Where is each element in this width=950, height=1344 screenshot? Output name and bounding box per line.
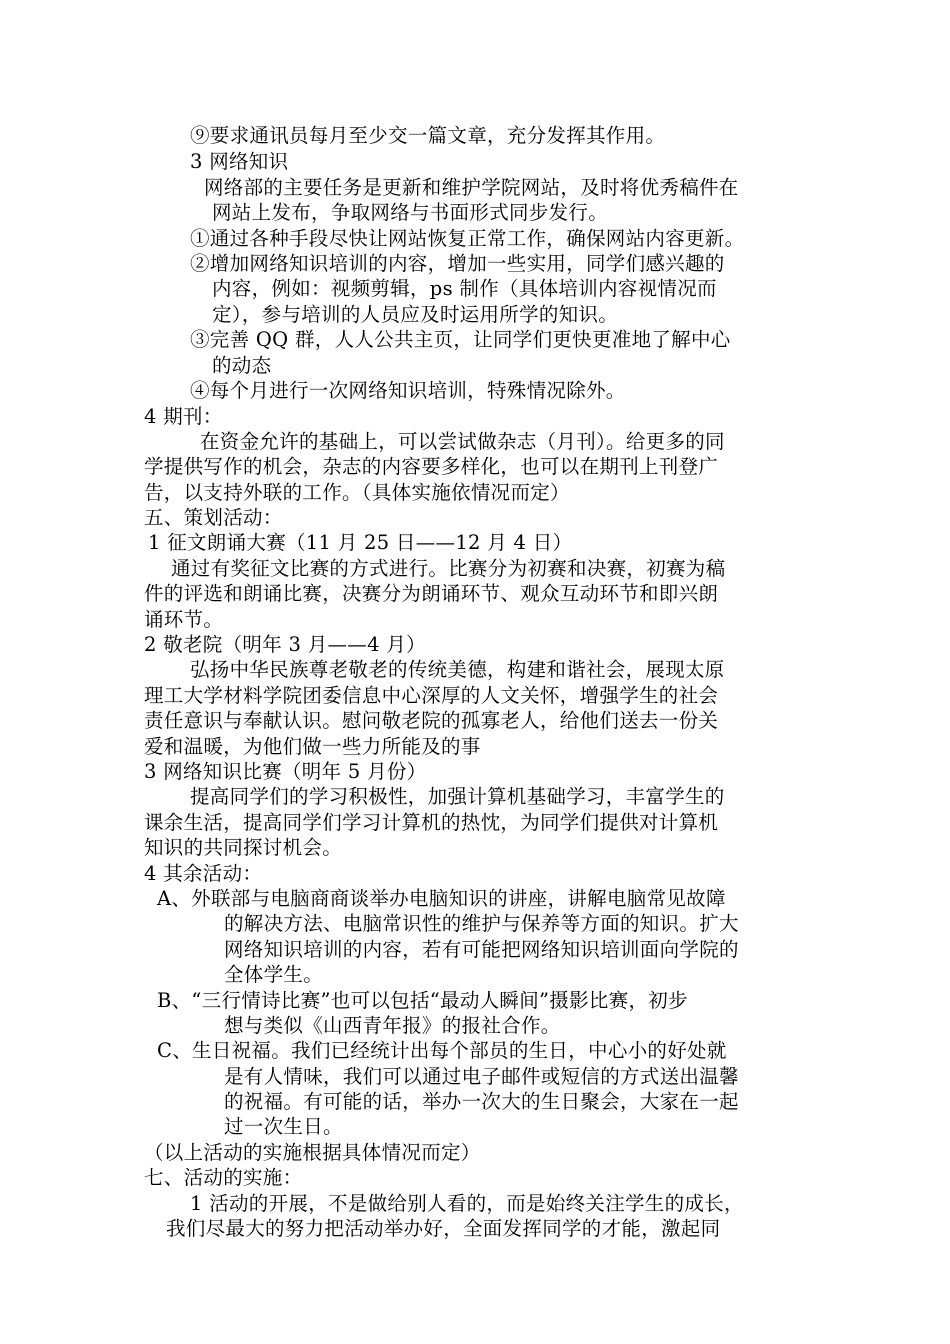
text-line: 通过有奖征文比赛的方式进行。比赛分为初赛和决赛，初赛为稿 xyxy=(171,557,726,580)
text-line: 爱和温暖，为他们做一些力所能及的事 xyxy=(144,735,481,758)
section-heading: 1 征文朗诵大赛（11 月 25 日——12 月 4 日） xyxy=(148,531,573,554)
text-line: 的祝福。有可能的话，举办一次大的生日聚会，大家在一起 xyxy=(224,1090,739,1113)
text-line: 网站上发布，争取网络与书面形式同步发行。 xyxy=(212,201,609,224)
section-heading: 2 敬老院（明年 3 月——4 月） xyxy=(144,633,426,656)
text-line: 课余生活，提高同学们学习计算机的热忱，为同学们提供对计算机 xyxy=(144,811,719,834)
text-line: ⑨要求通讯员每月至少交一篇文章，充分发挥其作用。 xyxy=(190,124,666,147)
list-item: ④每个月进行一次网络知识培训，特殊情况除外。 xyxy=(190,379,626,402)
section-heading: 五、策划活动： xyxy=(144,506,283,529)
section-heading: 4 其余活动： xyxy=(144,862,263,885)
text-line: 学提供写作的机会，杂志的内容要多样化，也可以在期刊上刊登广 xyxy=(144,455,719,478)
text-line: 内容，例如：视频剪辑，ps 制作（具体培训内容视情况而 xyxy=(212,277,717,300)
list-item: A、外联部与电脑商商谈举办电脑知识的讲座，讲解电脑常见故障 xyxy=(157,887,726,910)
list-item: ②增加网络知识培训的内容，增加一些实用，同学们感兴趣的 xyxy=(190,252,725,275)
text-line: 理工大学材料学院团委信息中心深厚的人文关怀，增强学生的社会 xyxy=(144,684,719,707)
text-line: 1 活动的开展，不是做给别人看的，而是始终关注学生的成长， xyxy=(190,1192,744,1215)
text-line: 提高同学们的学习积极性，加强计算机基础学习，丰富学生的 xyxy=(190,785,725,808)
text-line: （以上活动的实施根据具体情况而定） xyxy=(144,1141,481,1164)
list-item: C、生日祝福。我们已经统计出每个部员的生日，中心小的好处就 xyxy=(157,1039,727,1062)
section-heading: 3 网络知识 xyxy=(190,150,289,173)
section-heading: 4 期刊： xyxy=(144,405,223,428)
section-heading: 七、活动的实施： xyxy=(144,1166,303,1189)
text-line: 网络部的主要任务是更新和维护学院网站，及时将优秀稿件在 xyxy=(204,176,739,199)
text-line: 想与类似《山西青年报》的报社合作。 xyxy=(224,1014,561,1037)
text-line: 责任意识与奉献认识。慰问敬老院的孤寡老人，给他们送去一份关 xyxy=(144,709,719,732)
text-line: 件的评选和朗诵比赛，决赛分为朗诵环节、观众互动环节和即兴朗 xyxy=(144,582,719,605)
text-line: 过一次生日。 xyxy=(224,1115,343,1138)
text-line: 告，以支持外联的工作。（具体实施依情况而定） xyxy=(144,481,570,504)
text-line: 的动态 xyxy=(212,354,272,377)
text-line: 弘扬中华民族尊老敬老的传统美德，构建和谐社会，展现太原 xyxy=(190,658,725,681)
text-line: 网络知识培训的内容，若有可能把网络知识培训面向学院的 xyxy=(224,938,739,961)
list-item: B、“三行情诗比赛”也可以包括“最动人瞬间”摄影比赛，初步 xyxy=(157,989,688,1012)
text-line: 是有人情味，我们可以通过电子邮件或短信的方式送出温馨 xyxy=(224,1065,739,1088)
text-line: 我们尽最大的努力把活动举办好，全面发挥同学的才能，激起同 xyxy=(166,1217,721,1240)
text-line: 定），参与培训的人员应及时运用所学的知识。 xyxy=(212,303,619,326)
text-line: 的解决方法、电脑常识性的维护与保养等方面的知识。扩大 xyxy=(224,912,739,935)
text-line: 知识的共同探讨机会。 xyxy=(144,836,343,859)
list-item: ①通过各种手段尽快让网站恢复正常工作，确保网站内容更新。 xyxy=(190,227,745,250)
list-item: ③完善 QQ 群，人人公共主页，让同学们更快更准地了解中心 xyxy=(190,328,731,351)
text-line: 全体学生。 xyxy=(224,963,324,986)
text-line: 诵环节。 xyxy=(144,608,224,631)
text-line: 在资金允许的基础上，可以尝试做杂志（月刊）。给更多的同 xyxy=(200,430,725,453)
section-heading: 3 网络知识比赛（明年 5 月份） xyxy=(144,760,427,783)
